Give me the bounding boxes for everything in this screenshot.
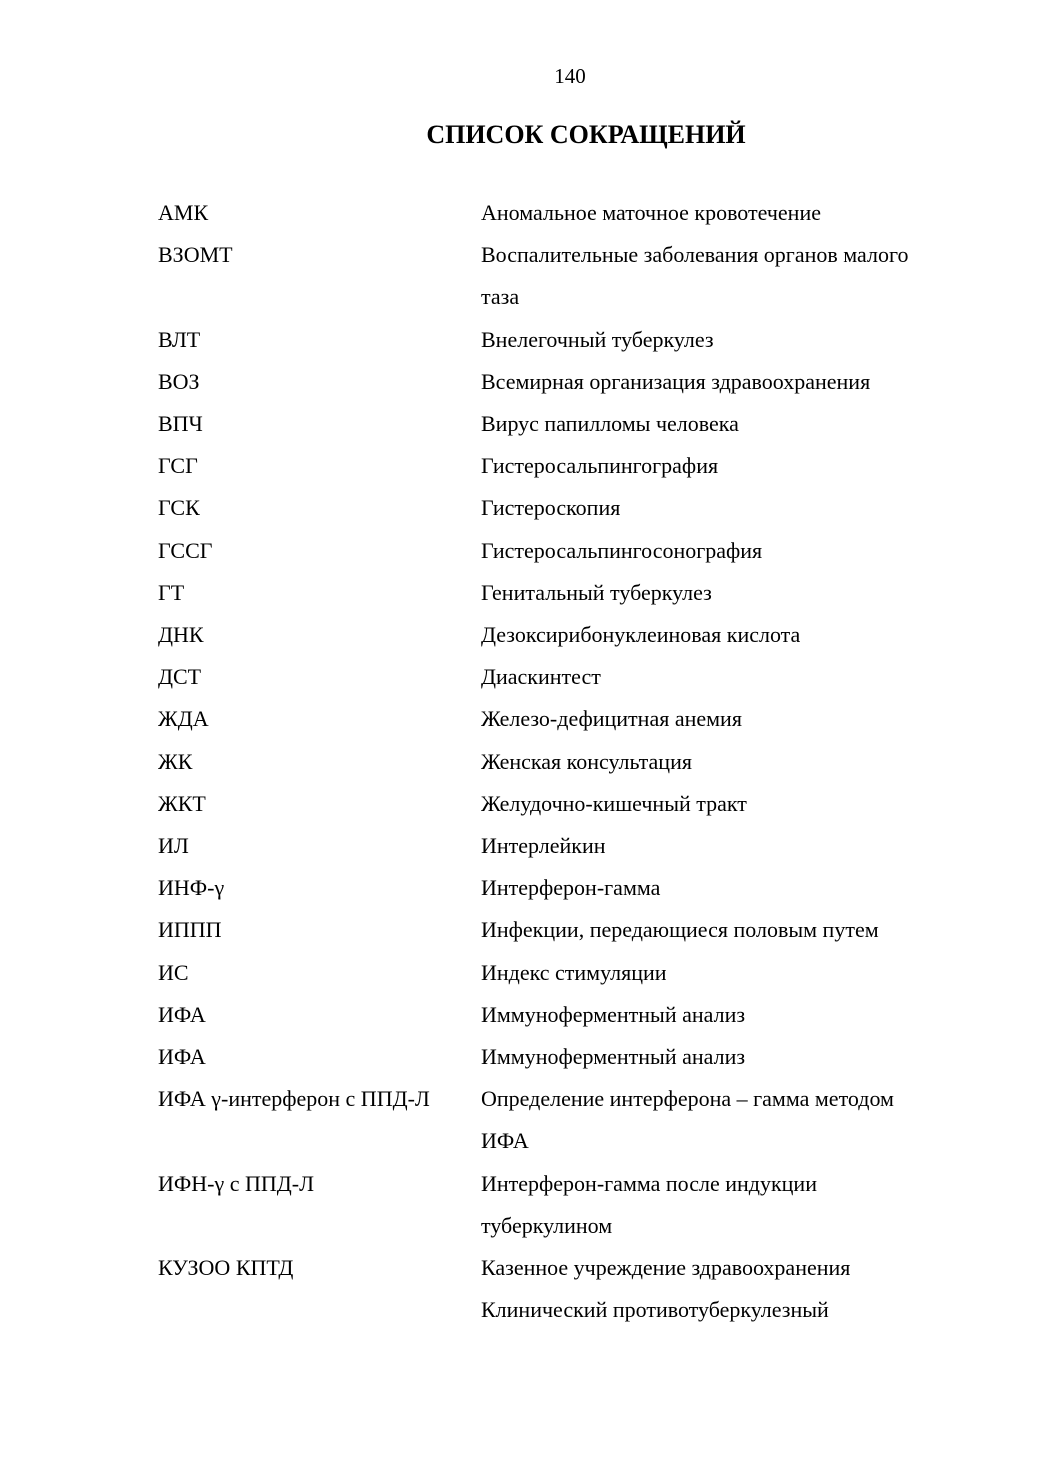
definition-line: Аномальное маточное кровотечение (481, 200, 821, 225)
abbreviation-term: ИФН-γ с ППД-Л (158, 1170, 314, 1196)
definition-line: Иммуноферментный анализ (481, 1001, 746, 1027)
definition-line: Гистеросальпингосонография (481, 537, 763, 563)
definition-line: Железо-дефицитная анемия (481, 706, 742, 732)
abbreviation-definition (481, 572, 978, 614)
abbreviation-definition (481, 403, 978, 445)
definition-line: Генитальный туберкулез (481, 579, 712, 605)
abbreviation-term: ГСГ (158, 453, 198, 479)
abbreviation-row (158, 698, 978, 740)
abbreviation-row (158, 403, 978, 445)
definition-line: Дезоксирибонуклеиновая кислота (481, 622, 801, 648)
abbreviation-row (158, 741, 978, 783)
abbreviation-row (158, 572, 978, 614)
abbreviation-term: ВЛТ (158, 326, 201, 352)
abbreviation-term: ЖДА (158, 706, 209, 732)
definition-line: Вирус папилломы человека (481, 411, 739, 437)
abbreviation-row (158, 361, 978, 403)
abbreviation-definition (481, 319, 978, 361)
abbreviation-term: АМК (158, 200, 209, 225)
definition-line: Иммуноферментный анализ (481, 1044, 746, 1070)
abbreviation-definition (481, 1163, 978, 1247)
abbreviation-term: ИНФ-γ (158, 875, 225, 901)
definition-line: туберкулином (481, 1212, 613, 1238)
abbreviation-definition (481, 234, 978, 318)
definition-line: Инфекции, передающиеся половым путем (481, 917, 879, 943)
abbreviation-row (158, 1247, 978, 1331)
abbreviation-row (158, 825, 978, 867)
abbreviation-term: ВПЧ (158, 411, 203, 437)
abbreviation-row (158, 234, 978, 318)
abbreviation-row (158, 487, 978, 529)
abbreviation-term: ЖКТ (158, 790, 206, 816)
abbreviation-term: ВОЗ (158, 368, 200, 394)
abbreviation-definition (481, 614, 978, 656)
abbreviation-definition (481, 698, 978, 740)
abbreviation-term: ЖК (158, 748, 193, 774)
definition-line: Клинический противотуберкулезный (481, 1297, 829, 1323)
abbreviation-definition (481, 445, 978, 487)
abbreviation-term: ИФА (158, 1044, 206, 1070)
definition-line: Индекс стимуляции (481, 959, 667, 985)
abbreviation-definition (481, 741, 978, 783)
abbreviation-list (158, 192, 978, 1331)
abbreviation-row (158, 614, 978, 656)
abbreviation-definition (481, 530, 978, 572)
abbreviation-term: КУЗОО КПТД (158, 1255, 294, 1281)
definition-line: Определение интерферона – гамма методом (481, 1086, 894, 1112)
definition-line: Воспалительные заболевания органов малого (481, 242, 909, 268)
abbreviation-definition (481, 1036, 978, 1078)
abbreviation-row (158, 994, 978, 1036)
abbreviation-definition (481, 192, 978, 234)
abbreviation-definition (481, 867, 978, 909)
abbreviation-term: ГССГ (158, 537, 213, 563)
abbreviation-definition (481, 825, 978, 867)
abbreviation-row (158, 952, 978, 994)
definition-line: Всемирная организация здравоохранения (481, 368, 871, 394)
abbreviation-term: ВЗОМТ (158, 242, 233, 268)
abbreviation-definition (481, 656, 978, 698)
abbreviation-term: ГСК (158, 495, 200, 521)
abbreviation-term: ДНК (158, 622, 204, 648)
abbreviation-row (158, 867, 978, 909)
definition-line: Казенное учреждение здравоохранения (481, 1255, 851, 1281)
definition-line: Интерферон-гамма (481, 875, 661, 901)
abbreviation-term: ИФА (158, 1001, 206, 1027)
abbreviation-term: ИЛ (158, 833, 189, 859)
abbreviation-term: ИФА γ-интерферон с ППД-Л (158, 1086, 430, 1112)
abbreviation-row (158, 909, 978, 951)
abbreviation-definition (481, 1247, 978, 1331)
abbreviation-term: ГТ (158, 579, 185, 605)
definition-line: Женская консультация (481, 748, 692, 774)
definition-line: Гистероскопия (481, 495, 621, 521)
page-number: 140 (554, 64, 586, 88)
definition-line: ИФА (481, 1128, 529, 1154)
abbreviation-term: ИС (158, 959, 189, 985)
definition-line: Гистеросальпингография (481, 453, 719, 479)
abbreviation-definition (481, 361, 978, 403)
definition-line: таза (481, 284, 520, 310)
definition-line: Интерферон-гамма после индукции (481, 1170, 817, 1196)
abbreviation-term: ИППП (158, 917, 222, 943)
abbreviation-row (158, 445, 978, 487)
page-title: СПИСОК СОКРАЩЕНИЙ (426, 120, 746, 149)
abbreviation-definition (481, 952, 978, 994)
definition-line: Интерлейкин (481, 833, 606, 859)
definition-line: Диаскинтест (481, 664, 601, 690)
abbreviation-row (158, 530, 978, 572)
abbreviation-definition (481, 487, 978, 529)
abbreviation-definition (481, 909, 978, 951)
abbreviation-row (158, 192, 978, 234)
abbreviation-row (158, 656, 978, 698)
abbreviation-term: ДСТ (158, 664, 202, 690)
abbreviation-definition (481, 994, 978, 1036)
abbreviation-row (158, 1036, 978, 1078)
definition-line: Внелегочный туберкулез (481, 326, 714, 352)
abbreviation-definition (481, 1078, 978, 1162)
abbreviation-row (158, 783, 978, 825)
abbreviation-row (158, 319, 978, 361)
definition-line: Желудочно-кишечный тракт (481, 790, 747, 816)
abbreviation-row (158, 1163, 978, 1247)
abbreviation-row (158, 1078, 978, 1162)
abbreviation-definition (481, 783, 978, 825)
